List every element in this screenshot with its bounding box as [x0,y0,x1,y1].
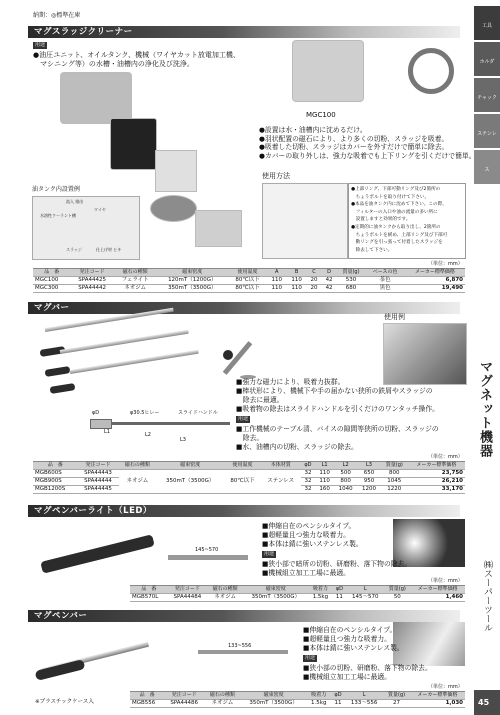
price-cell: 1,460 [410,594,465,602]
header-cell: 品 番 [130,692,164,700]
usage-photo-label: 使用例 [384,313,405,321]
cell: 20 [307,277,322,285]
cell: MGB900S [33,478,77,486]
diagram-title: 油タンク内設置例 [32,186,80,193]
table-header-row [33,462,465,470]
header-cell: 発注コード [77,462,118,470]
table-header-row [130,586,465,594]
header-cell: D [322,269,337,277]
cell: 650 [357,470,380,478]
usage-diagram [262,183,348,259]
cell: SPA44486 [164,700,204,708]
header-cell: 磁束密度 [241,692,307,700]
unit-note: （単位：mm） [428,261,463,267]
cell: フェライト [114,277,157,285]
side-tab-label-2: チャック [477,95,497,101]
header-cell: L [345,692,383,700]
cell: 530 [337,277,366,285]
header-cell: 質量(g) [381,462,408,470]
tank-label: 仕上げ材 ヒキ [96,247,122,252]
cell: 80℃以下 [228,277,267,285]
header-cell: 発注コード [164,692,204,700]
header-cell: A [267,269,287,277]
header-cell: 品 番 [33,269,70,277]
use-line: マシニング等）の水槽・油槽内の浄化及び洗浄。 [33,59,194,68]
price-cell: 19,490 [405,285,465,293]
header-cell: 磁束密度 [156,269,228,277]
usage-line: ●上部リング、下部可動リング及び2箇所の [351,187,441,192]
cell: 32 [301,478,315,486]
cell: SPA44425 [70,277,113,285]
usage-title: 使用方法 [262,172,290,180]
cell: 1200 [357,486,380,494]
header-cell: L2 [334,462,357,470]
side-tab-label-3: ステンレス [477,131,497,173]
feature-line: ■超軽量且つ強力な吸着力。 [303,635,391,643]
dim-label: L1 [104,429,110,435]
cell: 680 [337,285,366,293]
header-cell: L1 [315,462,334,470]
dim-label: L2 [145,432,151,438]
cell: MGC300 [33,285,70,293]
header-cell: 磁石の種類 [207,586,243,594]
cell: 350mT（3500G） [241,700,307,708]
cell: 110 [267,277,287,285]
cell: 42 [322,277,337,285]
cell: 133～556 [345,700,383,708]
cell: ネオジム [204,700,240,708]
dim-label: φD [92,410,100,416]
table-row [33,277,465,285]
header-cell: 質量(g) [384,586,410,594]
sec1-spec-table [33,268,465,293]
cell: 20 [307,285,322,293]
header-cell: 磁石の種類 [204,692,240,700]
header-cell: L3 [357,462,380,470]
magbar-handle-2 [45,366,71,377]
usage-line: ちょうボルトを緩め、上部リング及び下部可 [351,232,448,238]
cell: MGB1200S [33,486,77,494]
table-header-row [130,692,465,700]
cell: SPA44443 [77,470,118,478]
cell: MGC100 [33,277,70,285]
dim-label: L3 [180,437,186,443]
cell: 350mT（3500G） [156,470,224,494]
feature-line: ■本体は錆に強いステンレス製。 [303,644,404,652]
use-line: 除去。 [236,434,264,442]
header-cell: 使用温度 [228,269,267,277]
cell: 110 [315,470,334,478]
header-cell: 磁束密度 [243,586,308,594]
cell: 1220 [381,486,408,494]
sec3-spec-table [130,585,465,602]
usage-line: 設置しますと効果的です。 [351,217,411,223]
feature-line: ■伸縮自在のペンシルタイプ。 [262,522,356,530]
cell: 80℃以下 [224,470,261,494]
header-cell: 使用温度 [224,462,261,470]
dimension-diagram [90,410,235,444]
product-photo-cleaner-cover [110,118,157,170]
use-badge: 用途 [35,42,46,48]
feature-line: ■伸縮自在のペンシルタイプ。 [303,626,397,634]
cell: 500 [334,470,357,478]
usage-line: ●本品を油タンク内に沈めて下さい。この際、 [351,202,447,208]
use-text [33,51,240,68]
cleaner-after-photo [195,210,242,247]
section-header-magpen [28,610,460,622]
cell: 110 [287,285,307,293]
cell: 27 [383,700,409,708]
cell: MGB556 [130,700,164,708]
sec2-spec-table [33,461,465,494]
cell: 110 [287,277,307,285]
header-cell: C [307,269,322,277]
feature-line: ●吸着した切粉、スラッジはカバーを外すだけで簡単に除去。 [259,143,449,151]
use-line: ■狭小部で暗所の切粉、研磨粉、落下物の除去。 [262,560,412,568]
tank-diagram-labels [36,199,136,255]
dim-text: 133~556 [228,643,252,649]
cell: MGB600S [33,470,77,478]
use-line: ●油圧ユニット、オイルタンク、機械（ワイヤカット放電加工機、 [33,51,240,59]
dim-label: φ30.5ヒレー [130,410,160,416]
cell: 42 [322,285,337,293]
sec2-use [236,425,439,452]
cell: 茶色 [365,277,404,285]
cell: ネオジム [207,594,243,602]
tank-label: 水溶性クーラント槽 [40,213,76,218]
cell: 11 [331,700,345,708]
cell: 80℃以下 [228,285,267,293]
use-line: ■機械組立加工工場に最適。 [262,569,350,577]
sec4-spec-table [130,691,465,708]
cell: 350mT（3500G） [243,594,308,602]
side-tab-labels [476,8,498,188]
magbar-photo-2 [60,330,189,354]
table-row [130,594,465,602]
header-cell: 吸着力 [307,692,331,700]
cell: ネオジム [119,470,157,494]
use-line: ■機械組立加工工場に最適。 [303,673,391,681]
header-cell: 本体材質 [261,462,301,470]
cell: SPA44444 [77,478,118,486]
cell: 120mT（1200G） [156,277,228,285]
cell: SPA44445 [77,486,118,494]
header-cell: 磁束密度 [156,462,224,470]
dim-label: スライドハンドル [178,410,218,416]
cell: 32 [301,486,315,494]
feature-line: 除去に最適。 [236,396,284,404]
unit-note: （単位：mm） [428,578,463,584]
usage-text [351,186,447,254]
header-cell: メーカー標準価格 [410,692,465,700]
cell: 1045 [381,478,408,486]
cell: SPA44442 [70,285,113,293]
dim-text: 145~570 [195,547,219,553]
product-photo-cleaner [60,72,132,124]
section-title: マグペンバーライト（LED） [34,506,152,516]
header-cell: 磁石の種類 [114,269,157,277]
usage-line: 除去して下さい。 [351,247,393,253]
header-cell: φD [301,462,315,470]
price-cell: 33,170 [408,486,465,494]
feature-line: ■強力な磁力により、吸着力抜群。 [236,378,345,386]
section-title: マグペンバー [34,611,88,621]
cell: 350mT（3500G） [156,285,228,293]
feature-line: ●羽状配置の磁石により、より多くの切粉、スラッジを吸着。 [259,134,449,143]
header-cell: メーカー標準価格 [405,269,465,277]
cell: 110 [315,478,334,486]
header-cell: 質量(g) [337,269,366,277]
use-line: ■狭小部の切粉、研磨粉、落下物の除去。 [303,664,432,672]
feature-line: ■棒状形により、機械下や手の届かない狭所の鉄屑やスラッジの [236,387,433,395]
cell: SPA44484 [168,594,207,602]
header-cell: ベースの色 [365,269,404,277]
usage-line: ちょうボルトを取り付けて下さい。 [351,194,430,200]
price-cell: 1,030 [410,700,465,708]
cell: ステンレス [261,470,301,494]
section-title: マグバー [34,303,70,313]
usage-line: ●定期的に油タンクから取り出し、2箇所の [351,224,441,230]
cell: ネオジム [114,285,157,293]
cell: 110 [267,285,287,293]
usage-line: フィルターの入口や油の流量の多い所に [351,209,438,215]
unit-note: （単位：mm） [428,684,463,690]
sec3-use [262,560,411,578]
delivery-mark: ◎ [51,12,57,19]
sec4-features [303,626,404,653]
table-row [33,285,465,293]
feature-line: ■本体は錆に強いステンレス製。 [262,540,363,548]
page-number: 45 [478,698,490,707]
cell: 1.5kg [308,594,332,602]
use-badge: 用途 [305,655,316,661]
header-cell: 磁石の種類 [119,462,157,470]
case-note: ※プラスチックケース入 [35,699,94,705]
feature-line: ■超軽量且つ強力な吸着力。 [262,531,350,539]
cell: 950 [357,478,380,486]
unit-note: （単位：mm） [428,454,463,460]
usage-line: 動リングを引っ張って付着したスラッジを [351,240,443,246]
tank-label: ワイヤ [94,207,106,212]
magpen-light-photo [40,534,154,573]
header-cell: 品 番 [130,586,168,594]
cell: 145～570 [346,594,384,602]
section-header-sludge-cleaner [28,26,460,38]
feature-line: ●カバーの取り外しは、強力な吸着でも上下リングを引くだけで簡単。 [259,151,476,160]
cell: 32 [301,470,315,478]
table-row [33,470,465,478]
cell: 1.5kg [307,700,331,708]
mgc100-photo [292,40,364,102]
header-cell: B [287,269,307,277]
delivery-label: 納期： [33,12,52,19]
magbar-photo-3 [70,350,199,374]
usage-example-photo [383,323,467,385]
sec2-features [236,378,439,414]
ring-photo [408,48,454,94]
magpen-diagram [198,650,288,654]
section-header-magpen-light [28,505,460,517]
tank-label: スラッジ [66,247,82,252]
magbar-stand-head [223,350,233,360]
dim-handle [90,419,112,429]
magpen-case-photo [35,659,86,681]
cell: 11 [332,594,346,602]
header-cell: φD [332,586,346,594]
side-tab-label-0: 工具 [481,23,492,29]
side-tab-label-1: ホルダ [479,59,495,65]
cell: MGB570L [130,594,168,602]
sec1-features [259,126,476,160]
feature-line: ●設置は水・油槽内に沈めるだけ。 [259,126,367,134]
feature-line: ■吸着物の除去はスライドハンドルを引くだけのワンタッチ操作。 [236,405,439,413]
mgc100-label: MGC100 [306,111,336,119]
sec4-use [303,664,432,682]
price-cell: 23,750 [408,470,465,478]
cell: 黒色 [365,285,404,293]
sludge-pile-photo [150,195,197,222]
delivery-text: 標準在庫 [56,12,81,19]
magpen-light-diagram [168,555,248,560]
use-line: ■工作機械のテーブル清、バイスの隙間等狭所の切粉、スラッジの [236,425,439,433]
product-photo-cleaner-open [155,150,197,192]
delivery-info [33,12,80,19]
header-cell: φD [331,692,345,700]
tank-label: 流入 排出 [66,199,84,204]
cell: 800 [381,470,408,478]
header-cell: 吸着力 [308,586,332,594]
side-brand-label: ㈱スーパーツール [482,560,492,632]
header-cell: メーカー標準価格 [408,462,465,470]
cell: 800 [334,478,357,486]
side-main-label: マグネット機器 [477,360,492,458]
header-cell: L [346,586,384,594]
header-cell: 発注コード [168,586,207,594]
table-row [130,700,465,708]
table-header-row [33,269,465,277]
header-cell: 発注コード [70,269,113,277]
use-badge: 用途 [238,416,249,422]
cell: 160 [315,486,334,494]
header-cell: 品 番 [33,462,77,470]
sec3-features [262,522,363,549]
price-cell: 6,870 [405,277,465,285]
header-cell: メーカー標準価格 [410,586,465,594]
magbar-handle-3 [50,383,76,394]
header-cell: 質量(g) [383,692,409,700]
section-title: マグスラッジクリーナー [34,27,133,37]
use-line: ■水、油槽内の切粉、スラッジの除去。 [236,443,358,451]
cell: 1040 [334,486,357,494]
cell: 50 [384,594,410,602]
price-cell: 26,210 [408,478,465,486]
use-badge: 用途 [264,551,275,557]
